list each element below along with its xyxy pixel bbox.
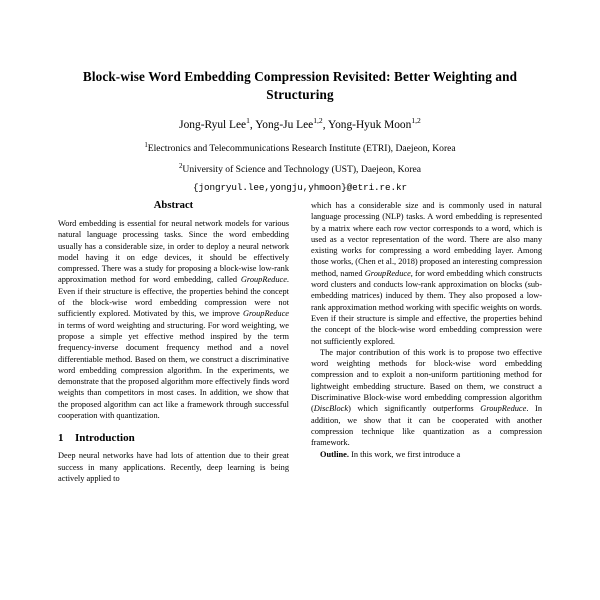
author-3-name: Yong-Hyuk Moon xyxy=(327,119,412,132)
abstract-heading: Abstract xyxy=(153,200,194,211)
contact-email: {jongryul.lee,yongju,yhmoon}@etri.re.kr xyxy=(193,182,407,194)
right-column xyxy=(311,200,542,484)
affiliation-2-text: University of Science and Technology (UST), Daejeon, Korea xyxy=(182,164,422,176)
affiliation-2 xyxy=(58,162,542,177)
author-2-name: Yong-Ju Lee xyxy=(255,119,314,132)
affiliation-2-marker: 2 xyxy=(178,163,183,171)
author-list: Jong-Ryul Lee$^1$, Yong-Ju Lee$^{1,2}$, Yong-Hyuk Moon$^{1,2}$ xyxy=(179,116,421,132)
introduction-heading xyxy=(58,432,289,444)
right-paragraph-3 xyxy=(311,449,542,460)
author-1-name: Jong-Ryul Lee xyxy=(179,119,247,132)
right-paragraph-1: which has a considerable size and is commonly used in natural language processing (NLP) tasks. A word embedding is represented by a matrix where each row vector corresponds to a word, which is used as a vector representation of the word. There are also many existing works for compressing a word embedding layer. Among those works, (Chen et al., 2018) proposed an interesting compression method, named GroupReduce, for word embedding which constructs word clusters and conducts low-rank approximation on blocks (sub-embedding matrices) induced by them. They also proposed a low-rank approximation method working with specific weights on words. Even if their structure is simple and effective, the properties behind the concept of the block-wise word embedding compression were not sufficiently explored. xyxy=(311,201,542,346)
author-2-affil-marker: 1,2 xyxy=(313,116,323,126)
two-column-body xyxy=(58,200,542,484)
author-1-affil-marker: 1 xyxy=(246,116,250,126)
page-title xyxy=(58,68,542,103)
outline-label: Outline. xyxy=(320,449,349,459)
introduction-number: 1 xyxy=(58,432,64,445)
author-3-affil-marker: 1,2 xyxy=(411,116,421,126)
introduction-label: Introduction xyxy=(75,432,135,445)
affiliation-1 xyxy=(58,141,542,156)
affiliation-1-marker: 1 xyxy=(144,141,148,149)
left-column xyxy=(58,200,289,484)
author-1 xyxy=(179,116,250,132)
abstract-text: Word embedding is essential for neural network models for various natural language processing tasks. Since the word embedding usually has a considerable size, in order to deploy a neural network model having it on edge devices, it should be effectively compressed. There was a study for proposing a block-wise low-rank approximation method for word embedding, called GroupReduce. Even if their structure is effective, the properties behind the concept of the block-wise word embedding compression were not sufficiently explored. Motivated by this, we improve GroupReduce in terms of word weighting and structuring. For word weighting, we propose a simple yet effective method inspired by the term frequency-inverse document frequency method and a novel differentiable method. Based on them, we construct a discriminative word embedding compression algorithm. In the experiments, we demonstrate that the proposed algorithm more effectively finds word weights than competitors in most cases. In addition, we show that the proposed algorithm can act like a framework through successful cooperation with quantization. xyxy=(58,219,289,421)
right-paragraph-3-text: In this work, we first introduce a xyxy=(351,449,461,459)
author-3 xyxy=(327,116,421,132)
right-paragraph-2: The major contribution of this work is to propose two effective word weighting methods for block-wise word embedding compression and to exploit a non-uniform partitioning method for lightweight embedding structure. Based on them, we construct a Discriminative Block-wise word embedding compression algorithm (DiscBlock) which significantly outperforms GroupReduce. In addition, we show that it can be cooperated with another compression technique like quantization as a compression framework. xyxy=(311,347,543,448)
paper-title-text: Block-wise Word Embedding Compression Revisited: Better Weighting and Structuring xyxy=(82,69,518,102)
affiliation-1-text: Electronics and Telecommunications Research Institute (ETRI), Daejeon, Korea xyxy=(147,142,456,154)
author-2 xyxy=(255,116,323,132)
introduction-paragraph-1: Deep neural networks have had lots of attention due to their great success in many applications. Recently, deep learning is being actively applied to xyxy=(58,451,289,483)
title-block xyxy=(0,0,600,193)
